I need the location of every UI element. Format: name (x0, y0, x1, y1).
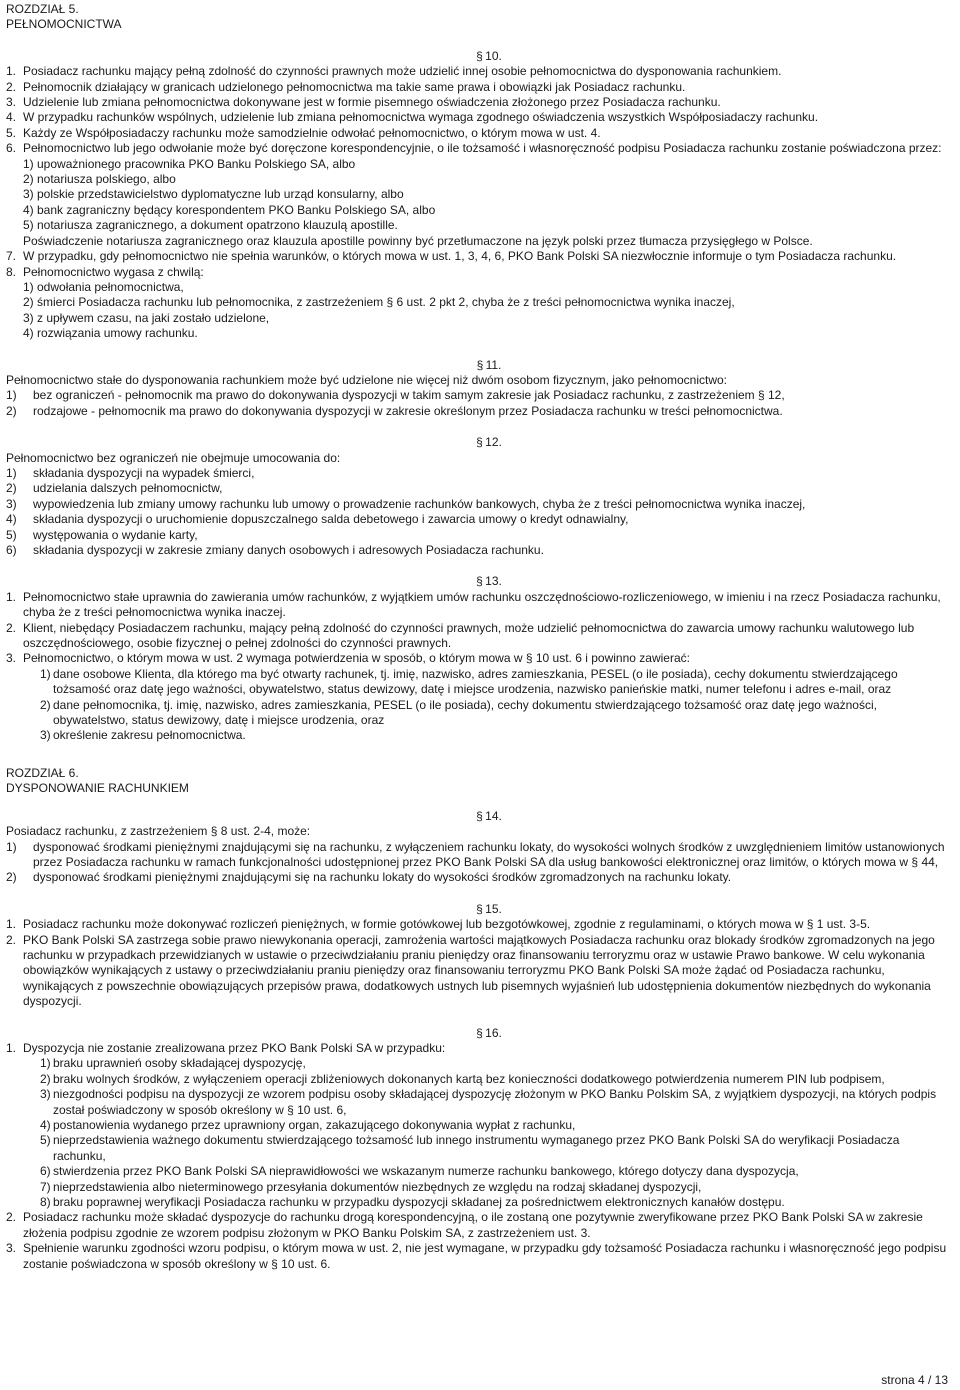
section-16-heading (6, 1026, 954, 1041)
sub-item: 8) braku poprawnej weryfikacji Posiadacza rachunku w przypadku dyspozycji składanej za pośrednictwem elektronicznych kanałów dostępu. (40, 1195, 785, 1210)
list-item: 2) dysponować środkami pieniężnymi znajdującymi się na rachunku lokaty do wysokości środków zgromadzonych na rachunku lokaty. (6, 870, 732, 885)
sub-item: 3) określenie zakresu pełnomocnictwa. (40, 728, 246, 743)
list-item: 1) bez ograniczeń - pełnomocnik ma prawo do dokonywania dyspozycji w takim samym zakresie jak Posiadacz rachunku, z zastrzeżeniem § 12, (6, 388, 785, 403)
section-sign-icon: § (476, 48, 483, 63)
sub-item: 3) z upływem czasu, na jaki zostało udzielone, (23, 310, 270, 325)
list-item: 2) rodzajowe - pełnomocnik ma prawo do dokonywania dyspozycji w zakresie określonym przez Posiadacza rachunku w treści pełnomocnictwa. (6, 403, 783, 418)
list-item: 2) udzielania dalszych pełnomocnictw, (6, 481, 223, 496)
sub-list (23, 280, 954, 342)
list-item: 3. Spełnienie warunku zgodności wzoru podpisu, o którym mowa w ust. 2, nie jest wymagane, w przypadku gdy tożsamość Posiadacza rachunku i własnoręczność jego podpisu zostanie poświadczona w sposób określony w § 10 ust. 6. (6, 1241, 947, 1271)
list-item: 1. Pełnomocnictwo stałe uprawnia do zawierania umów rachunków, z wyjątkiem umów rachunku oszczędnościowo-rozliczeniowego, w imieniu i na rzecz Posiadacza rachunku, chyba że z treści pełnomocnictwa wynika inaczej. (6, 589, 941, 620)
section-sign-icon: § (476, 901, 483, 916)
sub-item: 2) śmierci Posiadacza rachunku lub pełnomocnika, z zastrzeżeniem § 6 ust. 2 pkt 2, chyba że z treści pełnomocnictwa wynika inaczej, (23, 295, 735, 310)
sub-item: 1) dane osobowe Klienta, dla którego ma być otwarty rachunek, tj. imię, nazwisko, adres zamieszkania, PESEL (o ile posiada), cechy dokumentu stwierdzającego tożsamość oraz datę jego ważności, obywatelstwo, status dewizowy, datę i miejsce urodzenia, nazwisko panieńskie matki, numer telefonu i adres e-mail, oraz (40, 666, 898, 697)
section-11-heading (6, 358, 954, 373)
sub-item: 1) upoważnionego pracownika PKO Banku Polskiego SA, albo (23, 156, 356, 171)
section-10-items (6, 64, 954, 341)
list-item: 2. PKO Bank Polski SA zastrzega sobie prawo niewykonania operacji, zamrożenia wartości majątkowych Posiadacza rachunku oraz blokady środków zgromadzonych na jego rachunku w przypadkach przewidzianych w ustawie o przeciwdziałaniu praniu pieniędzy oraz finansowaniu terroryzmu oraz w ustawie Prawo bankowe. W celu wykonania obowiązków wynikających z ustawy o przeciwdziałaniu praniu pieniędzy oraz finansowaniu terroryzmu PKO Bank Polski SA może żądać od Posiadacza rachunku, wynikających z powszechnie obowiązujących przepisów prawa, dodatkowych ustnych lub pisemnych wyjaśnień lub udostępnienia dokumentów niezbędnych do wykonania dyspozycji. (6, 932, 935, 1009)
list-item: 1. Posiadacz rachunku może dokonywać rozliczeń pieniężnych, w formie gotówkowej lub bezgotówkowej, zgodnie z regulaminami, o których mowa w § 1 ust. 3-5. (6, 917, 871, 932)
sub-item: 3) niezgodności podpisu na dyspozycji ze wzorem podpisu osoby składającej dyspozycję złożonym w PKO Banku Polskim SA, z wyjątkiem dyspozycji, na których podpis został poświadczony w sposób określony w § 10 ust. 6, (40, 1087, 937, 1117)
section-14-heading (6, 809, 954, 824)
section-16-number: 16. (485, 1025, 502, 1040)
section-sign-icon: § (476, 1025, 483, 1040)
list-item: 5) występowania o wydanie karty, (6, 527, 198, 542)
sub-item: 5) nieprzedstawienia ważnego dokumentu stwierdzającego tożsamość lub innego instrumentu wymaganego przez PKO Bank Polski SA do weryfikacji Posiadacza rachunku, (40, 1133, 900, 1163)
list-item: 1) dysponować środkami pieniężnymi znajdującymi się na rachunku, z wyłączeniem rachunku lokaty, do wysokości wolnych środków z uwzględnieniem limitów ustanowionych przez Posiadacza rachunku w ramach funkcjonalności udostępnionej przez PKO Bank Polski SA dla usług bankowości elektronicznej oraz limitów, o których mowa w § 44, (6, 839, 945, 869)
list-item: 8. Pełnomocnictwo wygasa z chwilą: (6, 264, 204, 279)
section-11-intro: Pełnomocnictwo stałe do dysponowania rachunkiem może być udzielone nie więcej niż dwóm osobom fizycznym, jako pełnomocnictwo: (6, 372, 728, 387)
chapter-6-title: DYSPONOWANIE RACHUNKIEM (6, 781, 189, 796)
sub-list (23, 157, 954, 249)
section-15-number: 15. (485, 901, 502, 916)
list-item: 1) składania dyspozycji na wypadek śmierci, (6, 465, 255, 480)
sub-item: 2) dane pełnomocnika, tj. imię, nazwisko, adres zamieszkania, PESEL (o ile posiada), cechy dokumentu stwierdzającego tożsamość oraz datę jego ważności, obywatelstwo, status dewizowy, datę i miejsce urodzenia, oraz (40, 697, 877, 728)
sub-item: 1) braku uprawnień osoby składającej dyspozycję, (40, 1056, 306, 1071)
page-number: strona 4 / 13 (881, 1373, 948, 1387)
sub-item: 6) stwierdzenia przez PKO Bank Polski SA nieprawidłowości we wskazanym numerze rachunku bankowego, którego dotyczy dana dyspozycja, (40, 1164, 799, 1179)
sub-item: 2) notariusza polskiego, albo (23, 172, 176, 187)
section-10-heading (6, 49, 954, 64)
section-10-number: 10. (485, 48, 502, 63)
list-item: 3. Udzielenie lub zmiana pełnomocnictwa dokonywane jest w formie pisemnego oświadczenia złożonego przez Posiadacza rachunku. (6, 95, 721, 110)
list-item: 1. Posiadacz rachunku mający pełną zdolność do czynności prawnych może udzielić innej osobie pełnomocnictwa do dysponowania rachunkiem. (6, 64, 782, 79)
sub-list (23, 1056, 954, 1210)
list-item: 3. Pełnomocnictwo, o którym mowa w ust. 2 wymaga potwierdzenia w sposób, o którym mowa w § 10 ust. 6 i powinno zawierać: (6, 651, 690, 666)
section-12-number: 12. (485, 435, 502, 450)
section-15-heading (6, 902, 954, 917)
chapter-5-title: PEŁNOMOCNICTWA (6, 17, 122, 32)
list-item: 6) składania dyspozycji w zakresie zmiany danych osobowych i adresowych Posiadacza rachunku. (6, 543, 544, 557)
list-item: 2. Posiadacz rachunku może składać dyspozycje do rachunku drogą korespondencyjną, o ile zostaną one pozytywnie zweryfikowane przez PKO Bank Polski SA w zakresie złożenia podpisu zgodnie ze wzorem podpisu złożonym w PKO Banku Polskim SA, z zastrzeżeniem ust. 3. (6, 1210, 923, 1240)
section-sign-icon: § (476, 808, 483, 823)
sub-item: 4) bank zagraniczny będący korespondentem PKO Banku Polskiego SA, albo (23, 202, 436, 217)
list-item: 6. Pełnomocnictwo lub jego odwołanie może być doręczone korespondencyjnie, o ile tożsamość i własnoręczność podpisu Posiadacza rachunku zostanie poświadczona przez: (6, 141, 942, 156)
section-12-heading (6, 435, 954, 450)
chapter-5-heading (6, 2, 954, 33)
list-item: 5. Każdy ze Współposiadaczy rachunku może samodzielnie odwołać pełnomocnictwo, o którym mowa w ust. 4. (6, 125, 601, 140)
section-12-intro: Pełnomocnictwo bez ograniczeń nie obejmuje umocowania do: (6, 450, 341, 465)
sub-item: 7) nieprzedstawienia albo nieterminowego przesyłania dokumentów niezbędnych ze względu na rodzaj składanej dyspozycji, (40, 1179, 702, 1194)
section-sign-icon: § (476, 357, 484, 372)
section-14-intro: Posiadacz rachunku, z zastrzeżeniem § 8 ust. 2-4, może: (6, 824, 311, 839)
list-item: 4) składania dyspozycji o uruchomienie dopuszczalnego salda debetowego i zawarcia umowy o kredyt odnawialny, (6, 512, 629, 527)
list-item: 1. Dyspozycja nie zostanie zrealizowana przez PKO Bank Polski SA w przypadku: (6, 1040, 446, 1055)
section-sign-icon: § (476, 574, 483, 589)
sub-item: 4) postanowienia wydanego przez uprawniony organ, zakazującego dokonywania wypłat z rachunku, (40, 1118, 576, 1132)
list-item: 2. Pełnomocnik działający w granicach udzielonego pełnomocnictwa ma takie same prawa i obowiązki jak Posiadacz rachunku. (6, 79, 686, 94)
note: Poświadczenie notariusza zagranicznego oraz klauzula apostille powinny być przetłumaczone na język polski przez tłumacza przysięgłego w Polsce. (23, 233, 813, 248)
sub-item: 2) braku wolnych środków, z wyłączeniem operacji zbliżeniowych dokonanych kartą bez konieczności dodatkowego potwierdzenia numerem PIN lub podpisem, (40, 1071, 885, 1086)
section-11-number: 11. (485, 357, 502, 372)
chapter-5-number: ROZDZIAŁ 5. (6, 2, 79, 16)
sub-item: 5) notariusza zagranicznego, a dokument opatrzono klauzulą apostille. (23, 218, 398, 233)
list-item: 2. Klient, niebędący Posiadaczem rachunku, mający pełną zdolność do czynności prawnych, może udzielić pełnomocnictwa do zawarcia umowy rachunku walutowego lub oszczędnościowego, osobie fizycznej o pełnej zdolności do czynności prawnych. (6, 620, 915, 651)
sub-item: 4) rozwiązania umowy rachunku. (23, 326, 198, 341)
list-item: 7. W przypadku, gdy pełnomocnictwo nie spełnia warunków, o których mowa w ust. 1, 3, 4, 6, PKO Bank Polski SA niezwłocznie informuje o tym Posiadacza rachunku. (6, 249, 897, 264)
list-item: 4. W przypadku rachunków wspólnych, udzielenie lub zmiana pełnomocnictwa wymaga zgodnego oświadczenia wszystkich Współposiadaczy rachunku. (6, 110, 819, 125)
sub-item: 1) odwołania pełnomocnictwa, (23, 279, 184, 294)
section-sign-icon: § (476, 435, 483, 450)
sub-list (23, 667, 954, 744)
sub-item: 3) polskie przedstawicielstwo dyplomatyczne lub urząd konsularny, albo (23, 187, 404, 202)
section-13-heading (6, 574, 954, 589)
list-item: 3) wypowiedzenia lub zmiany umowy rachunku lub umowy o prowadzenie rachunków bankowych, chyba że z treści pełnomocnictwa wynika inaczej, (6, 496, 806, 511)
section-14-number: 14. (485, 808, 502, 823)
chapter-6-heading (6, 766, 954, 797)
section-13-number: 13. (485, 574, 502, 589)
chapter-6-number: ROZDZIAŁ 6. (6, 765, 79, 780)
